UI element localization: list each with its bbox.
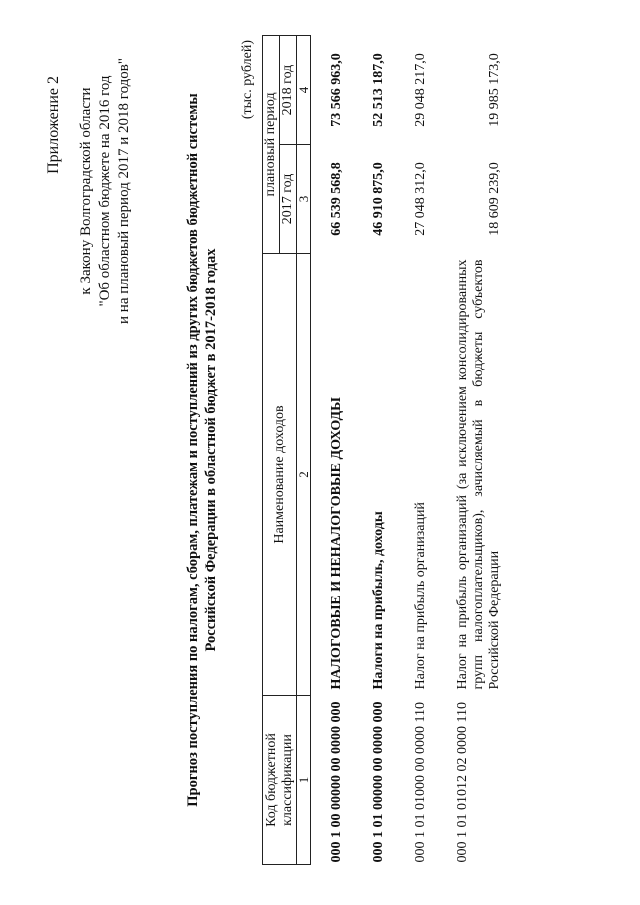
index-cell: 4	[297, 36, 311, 145]
row-name: НАЛОГОВЫЕ И НЕНАЛОГОВЫЕ ДОХОДЫ	[329, 397, 344, 690]
appendix-line-3: и на плановый период 2017 и 2018 годов"	[116, 58, 132, 324]
row-code: 000 1 01 01012 02 0000 110	[455, 702, 470, 863]
row-value-2017: 27 048 312,0	[413, 162, 428, 236]
units-label: (тыс. рублей)	[240, 40, 255, 120]
row-name: Налог на прибыль организаций (за исключением консолидированных групп налогоплательщиков), зачисляемый в бюджеты субъектов Российской Федерации	[455, 259, 502, 690]
index-cell: 3	[297, 145, 311, 254]
row-value-2018: 52 513 187,0	[371, 53, 386, 127]
row-code: 000 1 00 00000 00 0000 000	[329, 701, 344, 863]
header-name: Наименование доходов	[263, 253, 297, 695]
revenue-table	[262, 35, 511, 865]
row-value-2018: 19 985 173,0	[487, 53, 502, 127]
row-value-2018: 73 566 963,0	[329, 53, 344, 127]
appendix-block	[44, 58, 134, 324]
header-year-2018: 2018 год	[280, 36, 297, 145]
row-name: Налоги на прибыль, доходы	[371, 511, 386, 690]
index-cell: 2	[297, 253, 311, 695]
header-row	[263, 36, 280, 865]
table-row	[353, 36, 395, 865]
appendix-line-1: к Закону Волгоградской области	[78, 87, 94, 295]
row-name: Налог на прибыль организаций	[413, 502, 428, 690]
table-row	[395, 36, 437, 865]
header-period: плановый период	[263, 36, 280, 254]
table-row	[437, 36, 511, 865]
row-value-2017: 66 539 568,8	[329, 162, 344, 236]
index-row	[297, 36, 311, 865]
row-code: 000 1 01 01000 00 0000 110	[413, 702, 428, 863]
row-value-2017: 46 910 875,0	[371, 162, 386, 236]
row-value-2017: 18 609 239,0	[487, 162, 502, 236]
row-code: 000 1 01 00000 00 0000 000	[371, 701, 386, 863]
index-cell: 1	[297, 696, 311, 865]
appendix-number: Приложение 2	[45, 76, 62, 174]
title-line-1: Прогноз поступления по налогам, сборам, платежам и поступлений из других бюджетов бюджетной системы	[185, 93, 201, 807]
header-code: Код бюджетной классификации	[263, 696, 297, 865]
header-year-2017: 2017 год	[280, 145, 297, 254]
title-line-2: Российской Федерации в областной бюджет в 2017-2018 годах	[203, 248, 219, 652]
appendix-line-2: "Об областном бюджете на 2016 год	[97, 75, 113, 307]
document-title	[184, 55, 220, 845]
row-value-2018: 29 048 217,0	[413, 53, 428, 127]
table-row	[311, 36, 354, 865]
